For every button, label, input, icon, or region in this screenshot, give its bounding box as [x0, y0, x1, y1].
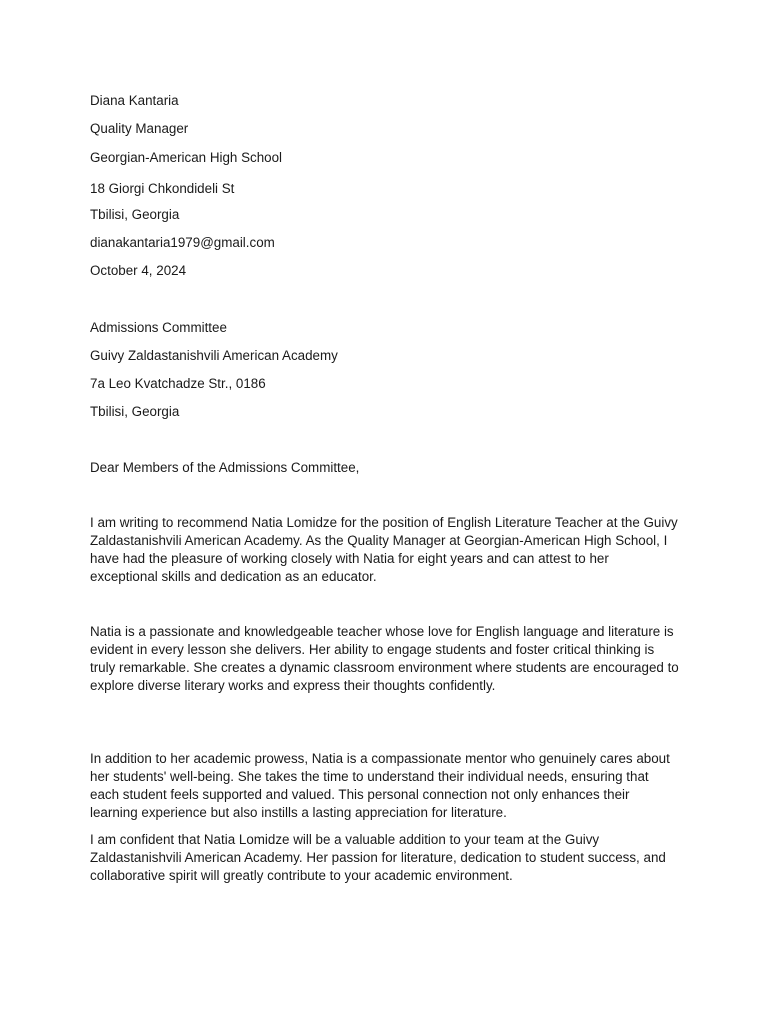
sender-city: Tbilisi, Georgia — [90, 207, 180, 222]
sender-organization: Georgian-American High School — [90, 150, 283, 165]
recipient-organization: Guivy Zaldastanishvili American Academy — [90, 348, 338, 363]
body-paragraph-2: Natia is a passionate and knowledgeable teacher whose love for English language and literature is evident in every lesson she delivers. Her ability to engage students and foster critical thinking is truly remarkable. She creates a dynamic classroom environment where students are encouraged to explore diverse literary works and express their thoughts confidently. — [90, 624, 679, 693]
body-paragraph-3: In addition to her academic prowess, Natia is a compassionate mentor who genuinely cares about her students' well-being. She takes the time to understand their individual needs, ensuring that each student feels supported and valued. This personal connection not only enhances their learning experience but also instills a lasting appreciation for literature. — [90, 751, 670, 820]
salutation: Dear Members of the Admissions Committee, — [90, 460, 360, 475]
sender-name: Diana Kantaria — [90, 93, 179, 108]
sender-street: 18 Giorgi Chkondideli St — [90, 181, 235, 196]
body-paragraph-1: I am writing to recommend Natia Lomidze for the position of English Literature Teacher at the Guivy Zaldastanishvili American Academy. As the Quality Manager at Georgian-American High School, I have had the pleasure of working closely with Natia for eight years and can attest to her exceptional skills and dedication as an educator. — [90, 515, 678, 584]
sender-title: Quality Manager — [90, 121, 189, 136]
sender-email: dianakantaria1979@gmail.com — [90, 235, 275, 250]
recipient-street: 7a Leo Kvatchadze Str., 0186 — [90, 376, 266, 391]
recipient-city: Tbilisi, Georgia — [90, 404, 180, 419]
body-paragraph-4: I am confident that Natia Lomidze will be a valuable addition to your team at the Guivy Zaldastanishvili American Academy. Her passion for literature, dedication to student success, and collaborative spirit will greatly contribute to your academic environment. — [90, 832, 666, 883]
recipient-name: Admissions Committee — [90, 320, 227, 335]
letter-date: October 4, 2024 — [90, 263, 187, 278]
